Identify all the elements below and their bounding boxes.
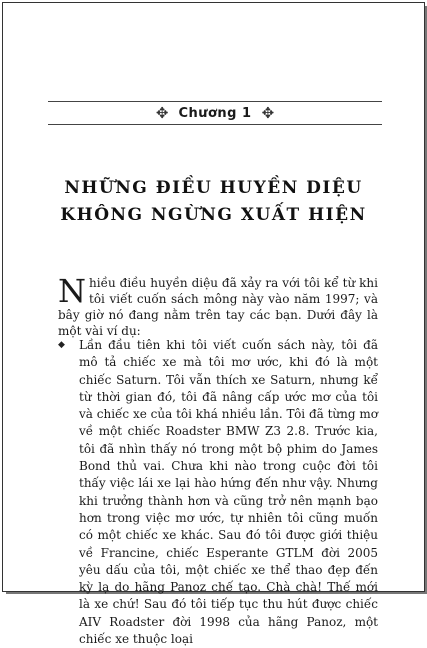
bullet-diamond-icon: ◆	[58, 340, 65, 350]
chapter-title-line-2: KHÔNG NGỪNG XUẤT HIỆN	[60, 205, 367, 225]
chapter-heading-band	[48, 101, 382, 125]
left-ornament-icon: ✥	[155, 103, 169, 122]
intro-paragraph	[58, 272, 378, 339]
intro-text: hiều điều huyền diệu đã xảy ra với tôi kể từ khi tôi viết cuốn sách mông này vào năm 1997; và bây giờ nó đang nằm trên tay các bạn. Dưới đây là một vài ví dụ:	[58, 276, 378, 338]
bullet-text: Lần đầu tiên khi tôi viết cuốn sách này, tôi đã mô tả chiếc xe mà tôi mơ ước, khi đó là một chiếc Saturn. Tôi vẫn thích xe Saturn, nhưng kể từ thời gian đó, tôi đã nâng cấp ước mơ của tôi và chiếc xe của tôi khá nhiều lần. Tôi đã từng mơ về một chiếc Roadster BMW Z3 2.8. Trước kia, tôi đã nhìn thấy nó trong một bộ phim do James Bond thủ vai. Chưa khi nào trong cuộc đời tôi thấy việc lái xe lại hào hứng đến như vậy. Nhưng khi trưởng thành hơn và cũng trở nên mạnh bạo hơn trong việc mơ ước, tự nhiên tôi cũng muốn có một chiếc xe khác. Sau đó tôi được giới thiệu về Francine, chiếc Esperante GTLM đời 2005 yêu dấu của tôi, một chiếc xe thể thao đẹp đến kỳ lạ do hãng Panoz chế tạo. Chà chà! Thế mới là xe chứ! Sau đó tôi tiếp tục thu hút được chiếc AIV Roadster đời 1998 của hãng Panoz, một chiếc xe thuộc loại	[79, 338, 378, 647]
chapter-label: Chương 1	[178, 105, 252, 121]
bullet-item	[58, 337, 378, 648]
chapter-title-line-1: NHỮNG ĐIỀU HUYỀN DIỆU	[64, 178, 363, 198]
drop-cap: N	[58, 272, 86, 310]
right-ornament-icon: ✥	[261, 103, 275, 122]
